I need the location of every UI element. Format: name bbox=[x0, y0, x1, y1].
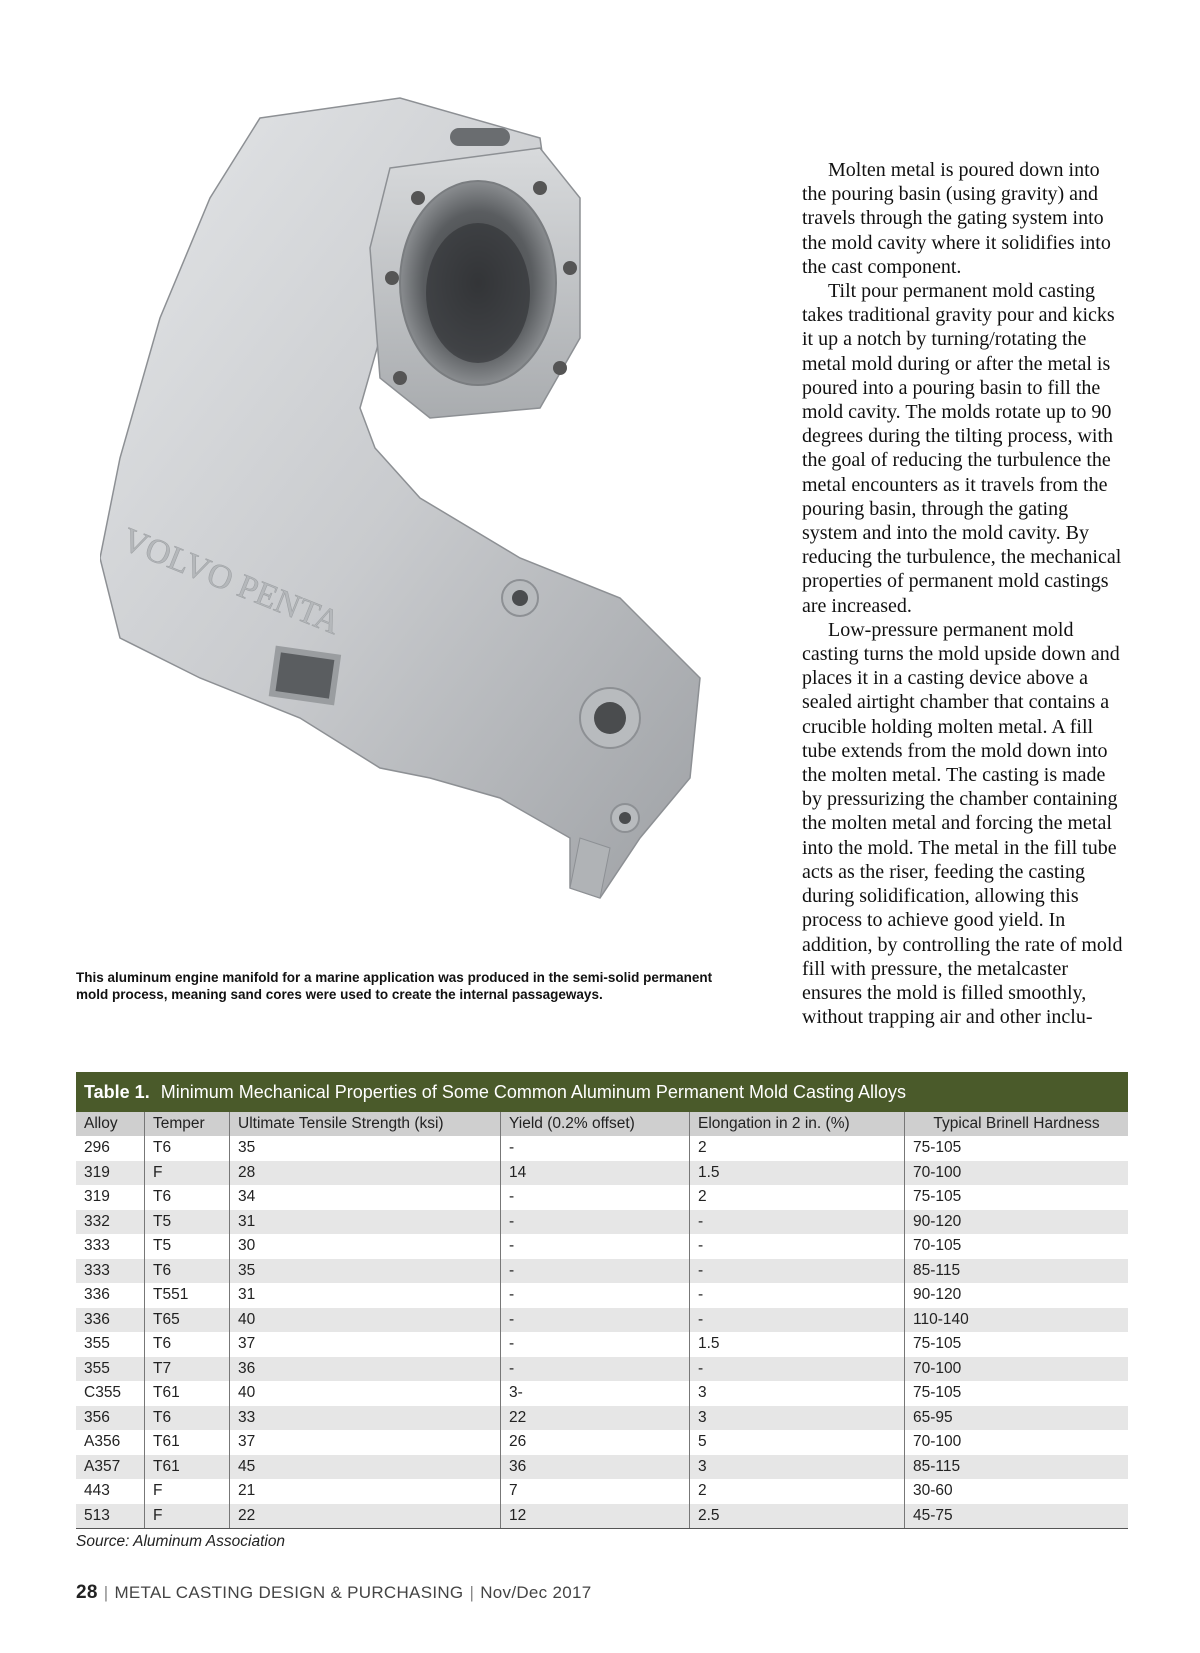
table-cell: - bbox=[501, 1259, 690, 1284]
table-row bbox=[76, 1161, 1128, 1186]
table-row bbox=[76, 1234, 1128, 1259]
table-cell: 3- bbox=[501, 1381, 690, 1406]
table-cell: T65 bbox=[145, 1308, 230, 1333]
table-cell: 356 bbox=[76, 1406, 145, 1431]
table-cell: 75-105 bbox=[913, 1335, 962, 1353]
paragraph: Tilt pour permanent mold casting takes traditional gravity pour and kicks it up a notch by turning/rotating the metal mold during or after the metal is poured into a pouring basin to fill the mold cavity. The molds rotate up to 90 degrees during the tilting process, with the goal of reducing the turbulence the metal encounters as it travels from the pouring basin, through the gating system and into the mold cavity. By reducing the turbulence, the mechanical properties of permanent mold castings are increased. bbox=[802, 280, 1122, 617]
table-cell: 12 bbox=[501, 1504, 690, 1529]
table-row bbox=[76, 1504, 1128, 1529]
table-cell: 22 bbox=[230, 1504, 501, 1529]
table-cell: 31 bbox=[230, 1210, 501, 1235]
table-row bbox=[76, 1332, 1128, 1357]
table-cell: - bbox=[501, 1357, 690, 1382]
manifold-photo bbox=[100, 78, 760, 958]
table-cell: 110-140 bbox=[905, 1308, 1129, 1333]
table-cell: 90-120 bbox=[913, 1286, 962, 1304]
table-cell: 14 bbox=[501, 1161, 690, 1186]
table-cell: - bbox=[501, 1332, 690, 1357]
table-cell: T61 bbox=[145, 1455, 230, 1480]
table-cell: 40 bbox=[230, 1308, 501, 1333]
table-cell: C355 bbox=[76, 1381, 145, 1406]
table-cell: 70-100 bbox=[913, 1433, 962, 1451]
column-header: Yield (0.2% offset) bbox=[501, 1112, 690, 1136]
table-cell: T6 bbox=[145, 1136, 230, 1161]
paragraph: Low-pressure permanent mold casting turns the mold upside down and places it in a casting device above a sealed airtight chamber that contains a crucible holding molten metal. A fill tube extends from the mold down into the molten metal. The casting is made by pressurizing the chamber containing the molten metal and forcing the metal into the mold. The metal in the fill tube acts as the riser, feeding the casting during solidification, allowing this process to achieve good yield. In addition, by controlling the rate of mold fill with pressure, the metalcaster ensures the mold is filled smoothly, without trapping air and other inclu- bbox=[802, 618, 1123, 1029]
table-row bbox=[76, 1430, 1128, 1455]
table-cell: 30 bbox=[230, 1234, 501, 1259]
table-cell: T551 bbox=[145, 1283, 230, 1308]
table-cell: 36 bbox=[501, 1455, 690, 1480]
table-cell: A357 bbox=[76, 1455, 145, 1480]
table-cell: 21 bbox=[230, 1479, 501, 1504]
table-cell: 70-105 bbox=[913, 1237, 962, 1255]
table-cell: - bbox=[690, 1234, 905, 1259]
table-cell: 296 bbox=[76, 1136, 145, 1161]
table-cell: 45-75 bbox=[905, 1504, 1129, 1529]
table-row bbox=[76, 1308, 1128, 1333]
photo-caption: This aluminum engine manifold for a marine application was produced in the semi-solid permanent mold process, meaning sand cores were used to create the internal passageways. bbox=[76, 970, 713, 1002]
table-row bbox=[76, 1259, 1128, 1284]
table-cell: 355 bbox=[76, 1357, 145, 1382]
table-cell: T6 bbox=[145, 1185, 230, 1210]
table-cell: - bbox=[501, 1136, 690, 1161]
table-row bbox=[76, 1210, 1128, 1235]
table-cell: 90-120 bbox=[905, 1210, 1129, 1235]
table-cell: 443 bbox=[76, 1479, 145, 1504]
footer-separator: | bbox=[103, 1583, 109, 1602]
table-row bbox=[76, 1185, 1128, 1210]
table-cell: 36 bbox=[230, 1357, 501, 1382]
column-header: Ultimate Tensile Strength (ksi) bbox=[230, 1112, 501, 1136]
table-cell: 2.5 bbox=[690, 1504, 905, 1529]
table-title-bar bbox=[76, 1072, 1128, 1112]
table-cell: - bbox=[690, 1210, 905, 1235]
table-cell: 332 bbox=[76, 1210, 145, 1235]
table-row bbox=[76, 1381, 1128, 1406]
table-cell: 2 bbox=[690, 1479, 905, 1504]
table-cell: F bbox=[145, 1161, 230, 1186]
table-cell: 336 bbox=[76, 1308, 145, 1333]
table-row bbox=[76, 1283, 1128, 1308]
table-cell: 37 bbox=[230, 1430, 501, 1455]
table-cell: 2 bbox=[690, 1136, 905, 1161]
table-cell: 35 bbox=[230, 1259, 501, 1284]
table-cell: 3 bbox=[690, 1381, 905, 1406]
table-cell: 75-105 bbox=[913, 1188, 962, 1206]
table-cell: - bbox=[501, 1234, 690, 1259]
table-cell: 5 bbox=[690, 1430, 905, 1455]
table-cell: 70-100 bbox=[905, 1161, 1129, 1186]
table-cell: 26 bbox=[501, 1430, 690, 1455]
table-cell: 22 bbox=[501, 1406, 690, 1431]
table-cell: 31 bbox=[230, 1283, 501, 1308]
table-row bbox=[76, 1406, 1128, 1431]
table-cell: 319 bbox=[76, 1161, 145, 1186]
table-row bbox=[76, 1455, 1128, 1480]
table-cell: 45 bbox=[230, 1455, 501, 1480]
table-cell: 70-100 bbox=[905, 1357, 1129, 1382]
table-cell: 33 bbox=[230, 1406, 501, 1431]
column-header: Temper bbox=[145, 1112, 230, 1136]
table-cell: 1.5 bbox=[690, 1332, 905, 1357]
table-cell: - bbox=[690, 1259, 905, 1284]
table-cell: 85-115 bbox=[905, 1455, 1129, 1480]
publication-name: METAL CASTING DESIGN & PURCHASING bbox=[114, 1583, 464, 1602]
column-header: Typical Brinell Hardness bbox=[905, 1112, 1129, 1136]
table-cell: - bbox=[501, 1210, 690, 1235]
table-cell: 75-105 bbox=[913, 1384, 962, 1402]
issue-date: Nov/Dec 2017 bbox=[480, 1583, 592, 1602]
table-cell: A356 bbox=[76, 1430, 145, 1455]
table-cell: 40 bbox=[230, 1381, 501, 1406]
table-cell: T6 bbox=[145, 1406, 230, 1431]
column-header: Elongation in 2 in. (%) bbox=[690, 1112, 905, 1136]
table-cell: T61 bbox=[145, 1381, 230, 1406]
embossed-lettering: VOLVO PENTA bbox=[117, 521, 346, 643]
table-cell: 319 bbox=[76, 1185, 145, 1210]
table-cell: 336 bbox=[76, 1283, 145, 1308]
table-cell: 2 bbox=[690, 1185, 905, 1210]
table-cell: 30-60 bbox=[913, 1482, 953, 1500]
table-cell: 37 bbox=[230, 1332, 501, 1357]
table-cell: F bbox=[145, 1504, 230, 1529]
table-cell: - bbox=[690, 1308, 905, 1333]
table-cell: 333 bbox=[76, 1259, 145, 1284]
table-cell: T5 bbox=[145, 1210, 230, 1235]
footer-separator: | bbox=[469, 1583, 475, 1602]
table-cell: - bbox=[501, 1185, 690, 1210]
table-header-row bbox=[76, 1112, 1128, 1136]
table-cell: 75-105 bbox=[913, 1139, 962, 1157]
table-row bbox=[76, 1357, 1128, 1382]
table-cell: - bbox=[501, 1308, 690, 1333]
column-header: Alloy bbox=[76, 1112, 145, 1136]
table-cell: - bbox=[690, 1283, 905, 1308]
page-number: 28 bbox=[76, 1582, 98, 1603]
table-cell: 34 bbox=[230, 1185, 501, 1210]
table-cell: - bbox=[501, 1283, 690, 1308]
page-footer bbox=[76, 1582, 592, 1604]
table-cell: 3 bbox=[690, 1406, 905, 1431]
table-cell: 1.5 bbox=[690, 1161, 905, 1186]
table-cell: 28 bbox=[230, 1161, 501, 1186]
table-cell: 35 bbox=[230, 1136, 501, 1161]
table-label: Table 1. bbox=[84, 1082, 150, 1102]
table-cell: 7 bbox=[501, 1479, 690, 1504]
article-body bbox=[802, 158, 1126, 1029]
properties-table bbox=[76, 1072, 1128, 1551]
table-cell: - bbox=[690, 1357, 905, 1382]
table-title: Minimum Mechanical Properties of Some Common Aluminum Permanent Mold Casting Alloys bbox=[160, 1082, 907, 1102]
paragraph: Molten metal is poured down into the pouring basin (using gravity) and travels through the gating system into the mold cavity where it solidifies into the cast component. bbox=[802, 159, 1111, 278]
table-cell: 355 bbox=[76, 1332, 145, 1357]
table-cell: T5 bbox=[145, 1234, 230, 1259]
table-row bbox=[76, 1136, 1128, 1161]
table-source: Source: Aluminum Association bbox=[76, 1533, 286, 1550]
table-cell: 85-115 bbox=[905, 1259, 1129, 1284]
table-cell: T7 bbox=[145, 1357, 230, 1382]
table-row bbox=[76, 1479, 1128, 1504]
table-cell: T6 bbox=[145, 1332, 230, 1357]
table-cell: T6 bbox=[145, 1259, 230, 1284]
table-cell: T61 bbox=[145, 1430, 230, 1455]
table-cell: 513 bbox=[76, 1504, 145, 1529]
table-cell: 333 bbox=[76, 1234, 145, 1259]
table-cell: F bbox=[145, 1479, 230, 1504]
table-cell: 65-95 bbox=[905, 1406, 1129, 1431]
table-cell: 3 bbox=[690, 1455, 905, 1480]
